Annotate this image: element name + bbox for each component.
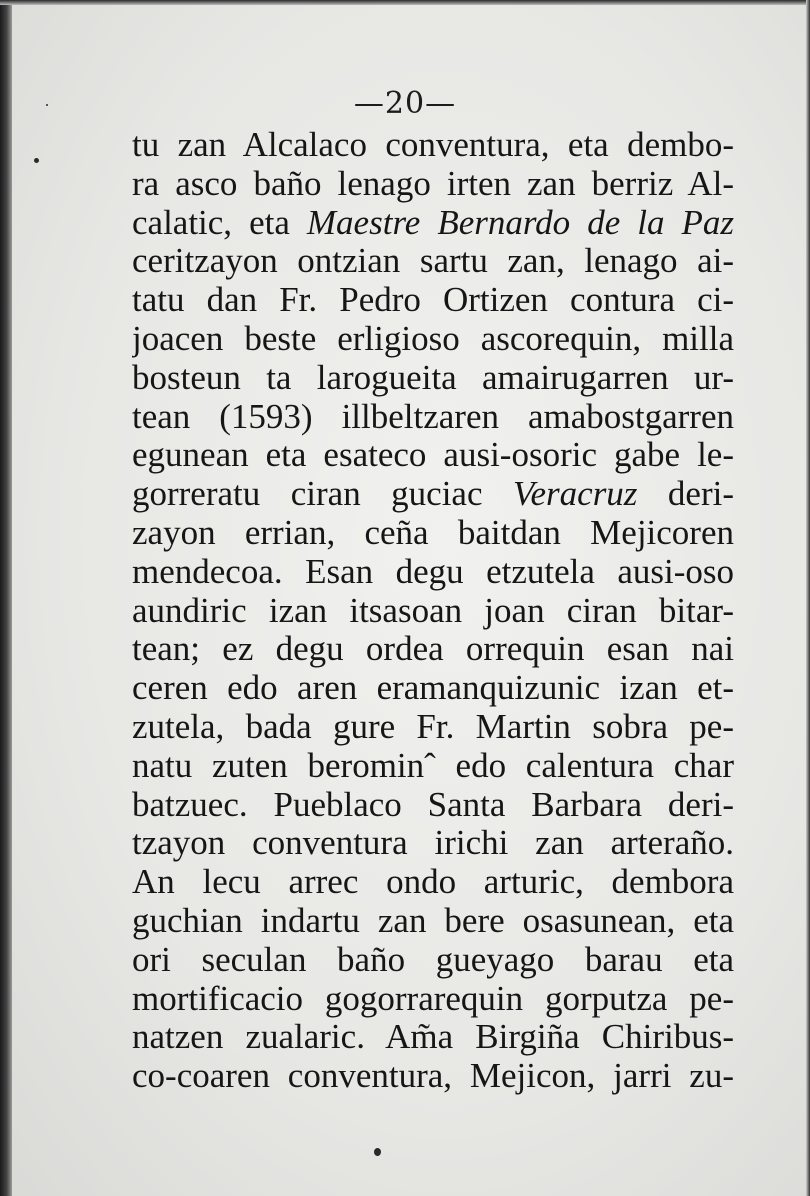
text-segment: co-coaren conventura, Mejicon, jarri zu- xyxy=(132,1057,734,1096)
text-segment: tzayon conventura irichi zan arteraño. xyxy=(132,824,734,863)
text-line xyxy=(132,553,734,592)
text-line xyxy=(132,592,734,631)
text-line xyxy=(132,281,734,320)
page-number: —20— xyxy=(353,86,457,121)
italic-text: Veracruz xyxy=(513,475,638,514)
text-segment: ra asco baño lenago irten zan berriz Al- xyxy=(132,164,734,203)
text-line xyxy=(132,786,734,825)
text-segment: tatu dan Fr. Pedro Ortizen contura ci- xyxy=(132,281,734,320)
text-segment: mortificacio gogorrarequin gorputza pe- xyxy=(132,979,734,1018)
text-line xyxy=(132,669,734,708)
text-line xyxy=(132,941,734,980)
ink-speck xyxy=(34,158,39,163)
text-line xyxy=(132,630,734,669)
text-segment: mendecoa. Esan degu etzutela ausi-oso xyxy=(132,552,734,591)
text-line xyxy=(132,165,734,204)
text-segment: An lecu arrec ondo arturic, dembora xyxy=(132,863,734,902)
text-segment: ceritzayon ontzian sartu zan, lenago ai- xyxy=(132,242,734,281)
text-segment: natzen zualaric. Am̃a Birgiña Chiribus- xyxy=(132,1018,734,1057)
text-line xyxy=(132,980,734,1019)
text-line xyxy=(132,514,734,553)
text-segment: calatic, eta xyxy=(132,203,307,242)
text-segment: deri- xyxy=(637,475,734,514)
text-line xyxy=(132,242,734,281)
text-segment: natu zuten berominˆ edo calentura char xyxy=(132,746,734,785)
text-line xyxy=(132,1057,734,1096)
text-segment: ori seculan baño gueyago barau eta xyxy=(132,940,734,979)
text-segment: tean; ez degu ordea orrequin esan nai xyxy=(132,630,734,669)
text-line xyxy=(132,204,734,243)
text-line xyxy=(132,436,734,475)
text-line xyxy=(132,1018,734,1057)
body-text xyxy=(132,126,734,1096)
text-line xyxy=(132,863,734,902)
text-segment: bosteun ta larogueita amairugarren ur- xyxy=(132,358,734,397)
text-segment: aundiric izan itsasoan joan ciran bitar- xyxy=(132,591,734,630)
text-line xyxy=(132,126,734,165)
text-line xyxy=(132,320,734,359)
text-line xyxy=(132,475,734,514)
text-segment: tean (1593) illbeltzaren amabostgarren xyxy=(132,397,734,436)
text-segment: guchian indartu zan bere osasunean, eta xyxy=(132,901,734,940)
text-segment: egunean eta esateco ausi-osoric gabe le- xyxy=(132,436,734,475)
page-binding-shadow xyxy=(0,0,12,1196)
text-line xyxy=(132,747,734,786)
text-segment: ceren edo aren eramanquizunic izan et- xyxy=(132,669,734,708)
text-segment: batzuec. Pueblaco Santa Barbara deri- xyxy=(132,785,734,824)
ink-speck xyxy=(374,1148,381,1156)
italic-text: Maestre Bernardo de la Paz xyxy=(306,203,734,242)
text-segment: gorreratu ciran guciac xyxy=(132,475,513,514)
page-top-edge xyxy=(0,0,810,5)
text-line xyxy=(132,708,734,747)
ink-speck xyxy=(46,104,48,106)
text-segment: zayon errian, ceña baitdan Mejicoren xyxy=(132,513,734,552)
text-line xyxy=(132,398,734,437)
text-segment: tu zan Alcalaco conventura, eta dembo- xyxy=(132,126,734,164)
text-line xyxy=(132,902,734,941)
text-segment: zutela, bada gure Fr. Martin sobra pe- xyxy=(132,707,734,746)
page-right-edge xyxy=(806,0,810,1196)
text-line xyxy=(132,824,734,863)
text-segment: joacen beste erligioso ascorequin, milla xyxy=(132,319,734,358)
text-line xyxy=(132,359,734,398)
